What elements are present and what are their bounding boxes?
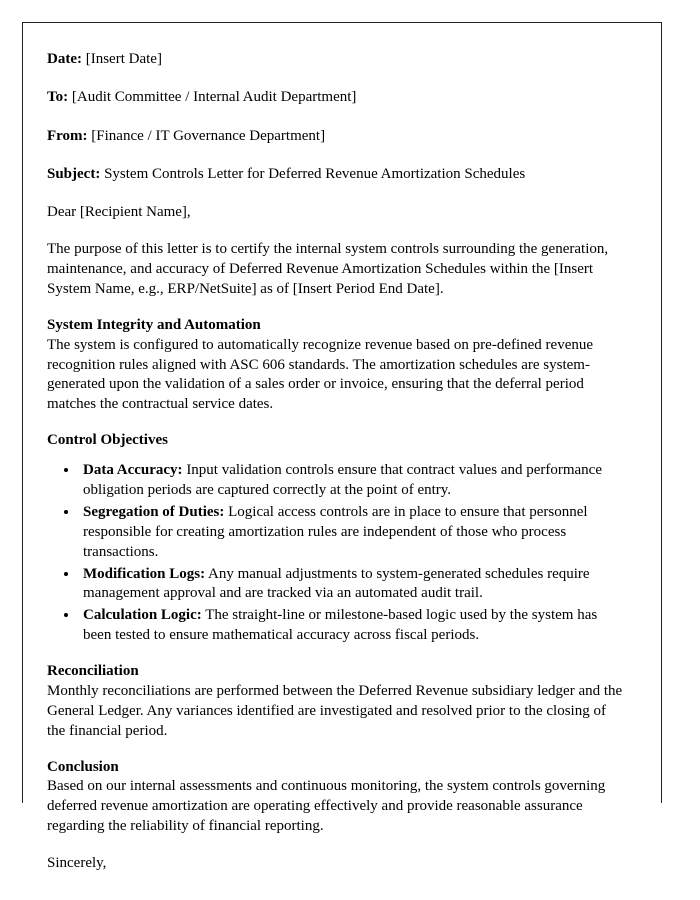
closing-signature: Sincerely, — [47, 854, 107, 871]
meta-label-date: Date: — [47, 51, 82, 67]
section-conclusion — [47, 758, 625, 837]
objective-text: Logical access controls are in place to ensure that personnel responsible for creating amortization rules are independent of those who process transactions. — [83, 503, 588, 560]
meta-label-to: To: — [47, 89, 69, 106]
section-heading-system-integrity: System Integrity and Automation — [47, 317, 261, 334]
section-heading-conclusion: Conclusion — [47, 758, 119, 775]
objective-term: Calculation Logic: — [83, 607, 202, 624]
document-body — [23, 23, 661, 873]
meta-value-from: [Finance / IT Governance Department] — [91, 127, 326, 144]
salutation: Dear [Recipient Name], — [47, 204, 191, 220]
objective-term: Segregation of Duties: — [83, 503, 225, 520]
section-heading-control-objectives: Control Objectives — [47, 432, 168, 449]
list-item — [79, 565, 625, 605]
section-body-system-integrity: The system is configured to automatically recognize revenue based on pre-defined revenue recognition rules aligned with ASC 606 standards. The amortization schedules are system-generated upon the validation of a sales order or invoice, ensuring that the deferral period matches the contractual service dates. — [47, 336, 594, 413]
list-item — [79, 461, 625, 501]
objective-text: The straight-line or milestone-based logic used by the system has been tested to ensure mathematical accuracy across fiscal periods. — [83, 607, 598, 644]
document-page — [22, 22, 662, 871]
section-heading-reconciliation: Reconciliation — [47, 663, 139, 680]
section-body-reconciliation: Monthly reconciliations are performed between the Deferred Revenue subsidiary ledger and the General Ledger. Any variances identified are investigated and resolved prior to the closing of the financial period. — [47, 682, 623, 739]
section-control-objectives — [47, 431, 625, 646]
control-objectives-list — [47, 461, 625, 646]
meta-line-to — [47, 87, 625, 107]
meta-label-subject: Subject: — [47, 165, 101, 182]
objective-text: Input validation controls ensure that contract values and performance obligation periods are captured correctly at the point of entry. — [83, 461, 602, 498]
meta-value-subject: System Controls Letter for Deferred Revenue Amortization Schedules — [104, 165, 526, 182]
opening-paragraph: The purpose of this letter is to certify the internal system controls surrounding the generation, maintenance, and accuracy of Deferred Revenue Amortization Schedules within the [Insert System Name, e.g., ERP/NetSuite] as of [Insert Period End Date]. — [47, 241, 609, 298]
section-system-integrity — [47, 316, 625, 415]
meta-label-from: From: — [47, 127, 88, 144]
objective-term: Data Accuracy: — [83, 461, 183, 478]
list-item — [79, 606, 625, 646]
section-body-conclusion: Based on our internal assessments and continuous monitoring, the system controls governing deferred revenue amortization are operating effectively and provide reasonable assurance regarding the reliability of financial reporting. — [47, 778, 606, 834]
meta-line-subject — [47, 164, 625, 184]
section-reconciliation — [47, 662, 625, 741]
list-item — [79, 503, 625, 563]
objective-text: Any manual adjustments to system-generated schedules require management approval and are tracked via an automated audit trail. — [83, 565, 590, 602]
objective-term: Modification Logs: — [83, 565, 206, 582]
meta-line-date — [47, 49, 625, 69]
meta-value-to: [Audit Committee / Internal Audit Department] — [71, 89, 357, 106]
meta-line-from — [47, 126, 625, 146]
meta-value-date: [Insert Date] — [85, 51, 162, 67]
